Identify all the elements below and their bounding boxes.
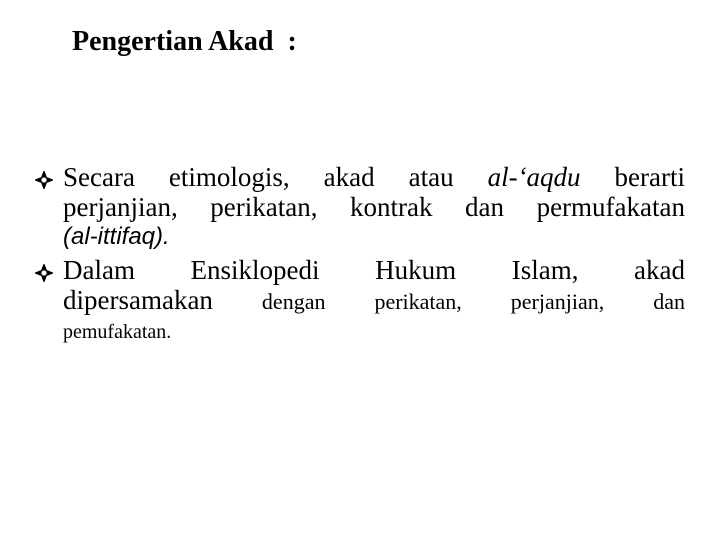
bullet-term-italic: al-‘aqdu [487,162,581,192]
bullet-item-etimologis [33,162,685,252]
bullet-line [63,162,685,192]
bullet-item-ensiklopedi [33,255,685,347]
bullet-line: pemufakatan. [63,321,172,343]
bullet-line: Dalam Ensiklopedi Hukum Islam, akad [63,255,685,285]
bullet-text-dipersamakan: dipersamakan [63,285,213,315]
bullet-line: perjanjian, perikatan, kontrak dan permufakatan [63,192,685,222]
slide-title: Pengertian Akad : [72,26,297,57]
bullet-text-intro: Secara etimologis, akad atau [63,162,488,192]
bullet-text-meaning: berarti [580,162,685,192]
bullet-line [63,285,685,317]
diamond-dots-bullet-icon [35,171,53,189]
diamond-dots-bullet-icon [35,264,53,282]
bullet-list [33,162,685,347]
bullet-text-rest: dengan perikatan, perjanjian, dan [212,289,685,314]
bullet-term-ittifaq: (al-ittifaq). [63,223,170,250]
